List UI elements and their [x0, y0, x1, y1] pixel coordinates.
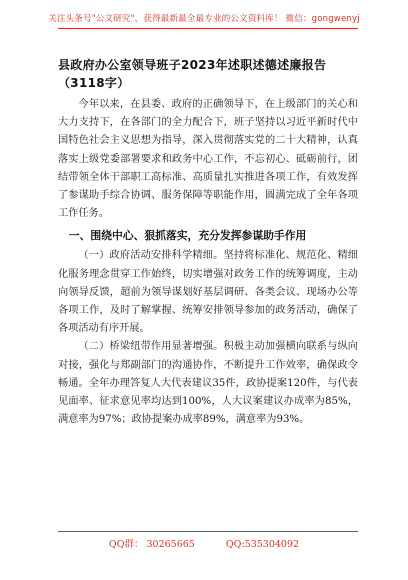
body-paragraph: （一）政府活动安排科学精细。坚持将标准化、规范化、精细化服务理念贯穿工作始终，切实增强对政务工作的统筹调度，主动向领导反馈，超前为领导谋划好基层调研、各类会议、现场办公等各项工作，及时了解掌握、统筹安排领导参加的政务活动，确保了各项活动有序开展。 [58, 250, 358, 335]
intro-paragraph: 今年以来，在县委、政府的正确领导下，在上级部门的关心和大力支持下，在各部门的全力配合下，班子坚持以习近平新时代中国特色社会主义思想为指导，深入贯彻落实党的二十大精神，认真落实上级党委部署要求和政务中心工作，不忘初心、砥砺前行，团结带领全体干部职工高标准、高质量扎实推进各项工作，有效发挥了参谋助手综合协调、服务保障等职能作用，圆满完成了全年各项工作任务。 [58, 99, 358, 220]
footer-divider [58, 531, 358, 532]
header-divider [58, 28, 358, 29]
section-heading: 一、围绕中心、狠抓落实，充分发挥参谋助手作用 [68, 229, 307, 243]
document-body [58, 96, 358, 429]
footer-qq-number: QQ:535304092 [225, 539, 300, 550]
document-title: 县政府办公室领导班子2023年述职述德述廉报告（3118字） [58, 58, 327, 90]
header-promo-note: 关注头条号"公文研究"，获得最新最全最专业的公文资料库！ 微信：gongwenyj [48, 14, 360, 24]
footer-contact [0, 536, 408, 550]
body-paragraph: （二）桥梁纽带作用显著增强。积极主动加强横向联系与纵向对接，强化与郑副部门的沟通协作，不断提升工作效率，确保政令畅通。全年办理答复人大代表建议35件，政协提案120件，与代表见面率、征求意见率均达到100%，人大议案建议办成率为85%，满意率为97%；政协提案办成率89%，满意率为93%。 [58, 341, 358, 426]
footer-qq-group: QQ群： 30265665 [108, 539, 195, 550]
